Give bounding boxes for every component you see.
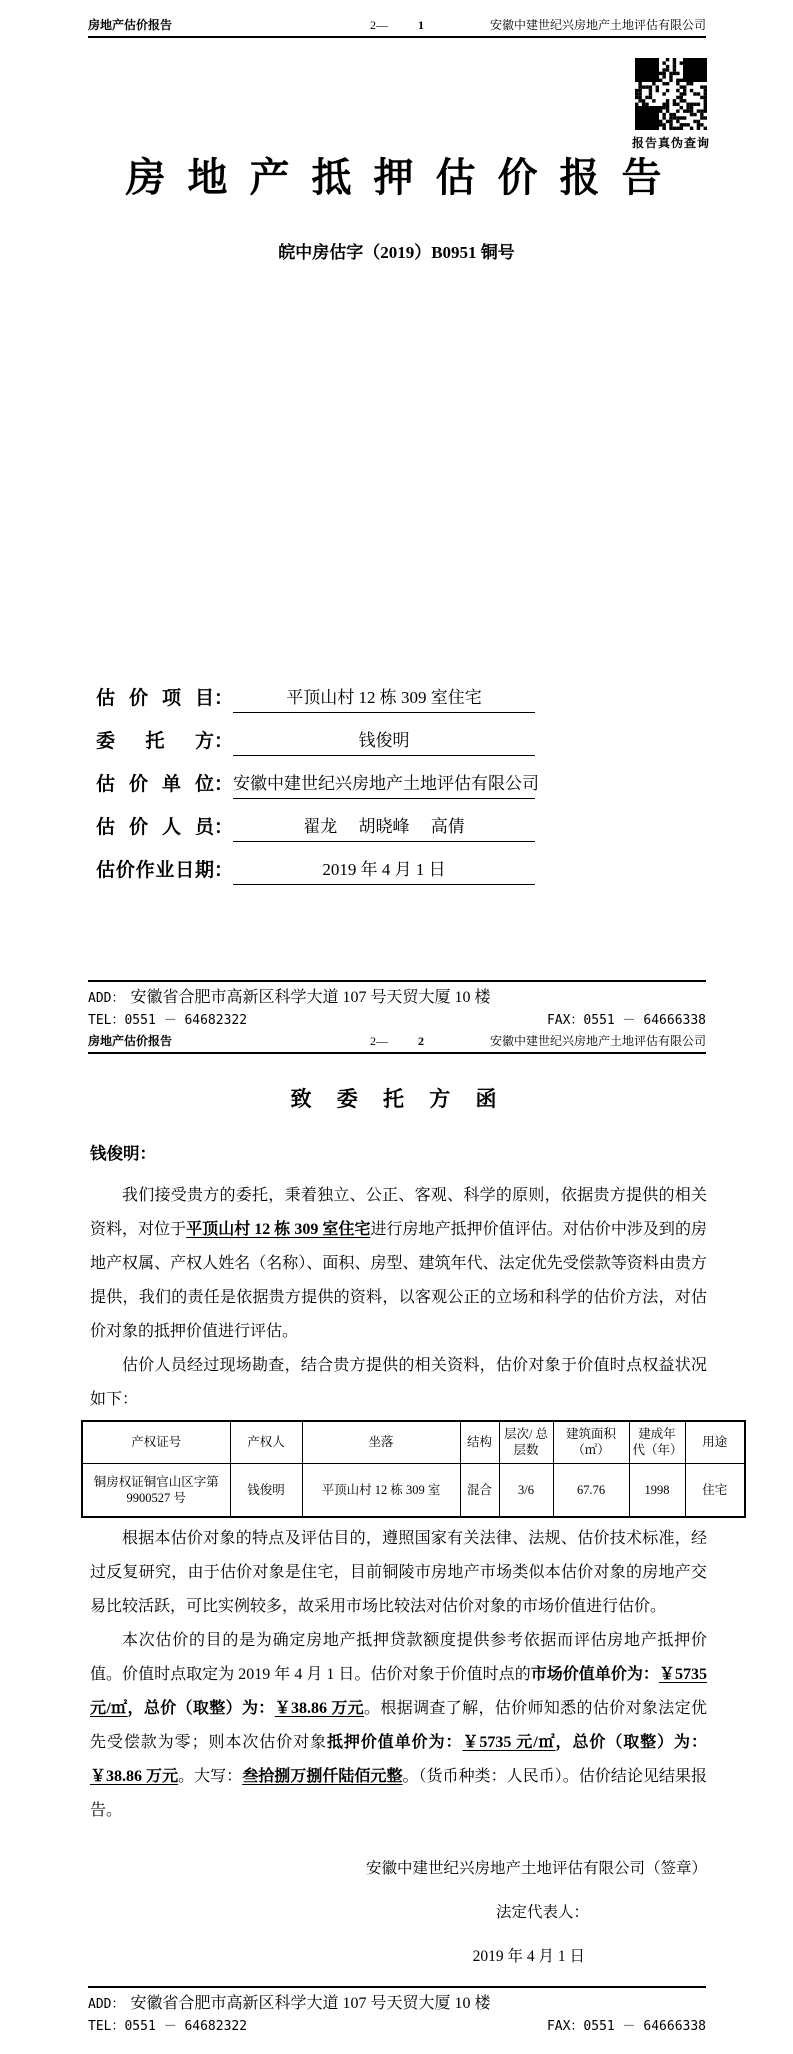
closing-date: 2019 年 4 月 1 日 <box>472 1948 585 1965</box>
letter-salutation: 钱俊明： <box>90 1144 156 1163</box>
field-row-appraisers <box>96 799 535 842</box>
qr-code-icon <box>635 58 707 130</box>
fax-block <box>547 1010 706 1028</box>
cell-structure: 混合 <box>460 1463 499 1517</box>
footer-address-line <box>88 1993 706 2016</box>
col-location: 坐落 <box>302 1421 460 1463</box>
header-page-number: 1 <box>418 18 424 32</box>
col-area: 建筑面积 （㎡） <box>553 1421 629 1463</box>
address-text: 安徽省合肥市高新区科学大道 107 号天贸大厦 10 楼 <box>130 989 491 1006</box>
field-colon: ： <box>214 688 234 709</box>
letter-paragraph: 我们接受贵方的委托，秉着独立、公正、客观、科学的原则，依据贵方提供的相关资料，对位于平顶山村 12 栋 309 室住宅进行房地产抵押价值评估。对估价中涉及到的房地产权属、产权人姓名（名称）、面积、房型、建筑年代、法定优先受偿款等资料由贵方提供，我们的责任是依据贵方提供的资料，以客观公正的立场和科学的估价方法，对估价对象的抵押价值进行评估。 <box>90 1187 707 1340</box>
field-colon: ： <box>214 774 234 795</box>
tel-number: 0551 － 64682322 <box>124 1013 248 1028</box>
field-row-project <box>96 670 535 713</box>
field-value-date: 2019 年 4 月 1 日 <box>233 858 535 885</box>
header-company-name: 安徽中建世纪兴房地产土地评估有限公司 <box>489 18 706 32</box>
cell-area: 67.76 <box>553 1463 629 1517</box>
fax-number: 0551 － 64666338 <box>583 1013 706 1028</box>
footer-contact-line <box>88 2016 706 2037</box>
tel-block <box>88 2016 247 2037</box>
field-label: 估价作业日期 <box>96 860 214 881</box>
address-label: ADD： <box>88 1997 125 2012</box>
letter-paragraph: 根据本估价对象的特点及评估目的，遵照国家有关法律、法规、估价技术标准，经过反复研究，由于估价对象是住宅，目前铜陵市房地产市场类似本估价对象的房地产交易比较活跃，可比实例较多，故采用市场比较法对估价对象的市场价值进行估价。 <box>90 1530 707 1615</box>
header-page-prefix: 2— <box>370 18 388 32</box>
field-label: 委托方 <box>96 731 214 752</box>
closing-legal-rep: 法定代表人： <box>495 1904 589 1921</box>
letter-title: 致 委 托 方 函 <box>290 1087 507 1111</box>
cell-location: 平顶山村 12 栋 309 室 <box>302 1463 460 1517</box>
cell-year: 1998 <box>629 1463 685 1517</box>
tel-label: TEL： <box>88 1013 125 1028</box>
fax-block <box>547 2016 706 2037</box>
letter-content <box>90 1083 728 1968</box>
header-company-name: 安徽中建世纪兴房地产土地评估有限公司 <box>489 1034 706 1048</box>
letter-closing <box>90 1858 707 1968</box>
field-value-agency: 安徽中建世纪兴房地产土地评估有限公司 <box>233 772 535 799</box>
fax-label: FAX： <box>546 2019 584 2034</box>
field-row-client <box>96 713 535 756</box>
col-floor: 层次/ 总层数 <box>499 1421 553 1463</box>
field-label: 估价单位 <box>96 774 214 795</box>
table-header-row <box>82 1421 745 1463</box>
letter-paragraph: 本次估价的目的是为确定房地产抵押贷款额度提供参考依据而评估房地产抵押价值。价值时点取定为 2019 年 4 月 1 日。估价对象于价值时点的市场价值单价为：￥5735 元/㎡，总价（取整）为：￥38.86 万元。根据调查了解，估价师知悉的估价对象法定优先受偿款为零；则本次估价对象抵押价值单价为：￥5735 元/㎡，总价（取整）为：￥38.86 万元。大写：叁拾捌万捌仟陆佰元整。（货币种类：人民币）。估价结论见结果报告。 <box>90 1632 707 1819</box>
header-doc-type: 房地产估价报告 <box>88 1034 173 1048</box>
cell-floor: 3/6 <box>499 1463 553 1517</box>
footer-contact-line <box>88 1010 706 1028</box>
col-year: 建成年 代（年） <box>629 1421 685 1463</box>
property-table <box>81 1420 746 1518</box>
header-page-indicator <box>370 1034 424 1048</box>
letter-body-intro <box>90 1179 707 1417</box>
field-row-agency <box>96 756 540 799</box>
field-colon: ： <box>214 731 234 752</box>
report-number: 皖中房估字（2019）B0951 铜号 <box>278 243 515 262</box>
report-title: 房 地 产 抵 押 估 价 报 告 <box>125 155 668 200</box>
col-owner: 产权人 <box>230 1421 302 1463</box>
field-value-project: 平顶山村 12 栋 309 室住宅 <box>233 686 535 713</box>
letter-body-conclusion <box>90 1522 707 1828</box>
field-row-date <box>96 842 535 885</box>
address-label: ADD： <box>88 991 125 1006</box>
col-use: 用途 <box>685 1421 745 1463</box>
field-label: 估价项目 <box>96 688 214 709</box>
header-page-number: 2 <box>418 1034 424 1048</box>
page-footer <box>88 980 706 1028</box>
table-row <box>82 1463 745 1517</box>
fax-number: 0551 － 64666338 <box>583 2019 706 2034</box>
letter-page <box>0 1028 793 2054</box>
closing-company: 安徽中建世纪兴房地产土地评估有限公司（签章） <box>365 1860 707 1877</box>
letter-paragraph: 估价人员经过现场勘查，结合贵方提供的相关资料，估价对象于价值时点权益状况如下： <box>90 1357 707 1408</box>
tel-number: 0551 － 64682322 <box>124 2019 248 2034</box>
page-header <box>88 18 706 38</box>
header-page-indicator <box>370 18 424 32</box>
cover-fields <box>96 670 540 885</box>
qr-block <box>631 58 711 151</box>
field-value-client: 钱俊明 <box>233 729 535 756</box>
footer-address-line <box>88 987 706 1010</box>
field-value-appraisers: 翟龙 胡晓峰 高倩 <box>233 815 535 842</box>
tel-label: TEL： <box>88 2019 125 2034</box>
address-text: 安徽省合肥市高新区科学大道 107 号天贸大厦 10 楼 <box>130 1995 491 2012</box>
header-page-prefix: 2— <box>370 1034 388 1048</box>
field-colon: ： <box>214 860 234 881</box>
qr-caption: 报告真伪查询 <box>631 136 710 150</box>
page-header <box>88 1034 706 1054</box>
col-cert-no: 产权证号 <box>82 1421 230 1463</box>
col-structure: 结构 <box>460 1421 499 1463</box>
field-colon: ： <box>214 817 234 838</box>
header-doc-type: 房地产估价报告 <box>88 18 173 32</box>
cell-cert-no: 铜房权证铜官山区字第9900527 号 <box>82 1463 230 1517</box>
page-footer <box>88 1986 706 2037</box>
field-label: 估价人员 <box>96 817 214 838</box>
fax-label: FAX： <box>546 1013 584 1028</box>
cell-use: 住宅 <box>685 1463 745 1517</box>
cell-owner: 钱俊明 <box>230 1463 302 1517</box>
tel-block <box>88 1010 247 1028</box>
